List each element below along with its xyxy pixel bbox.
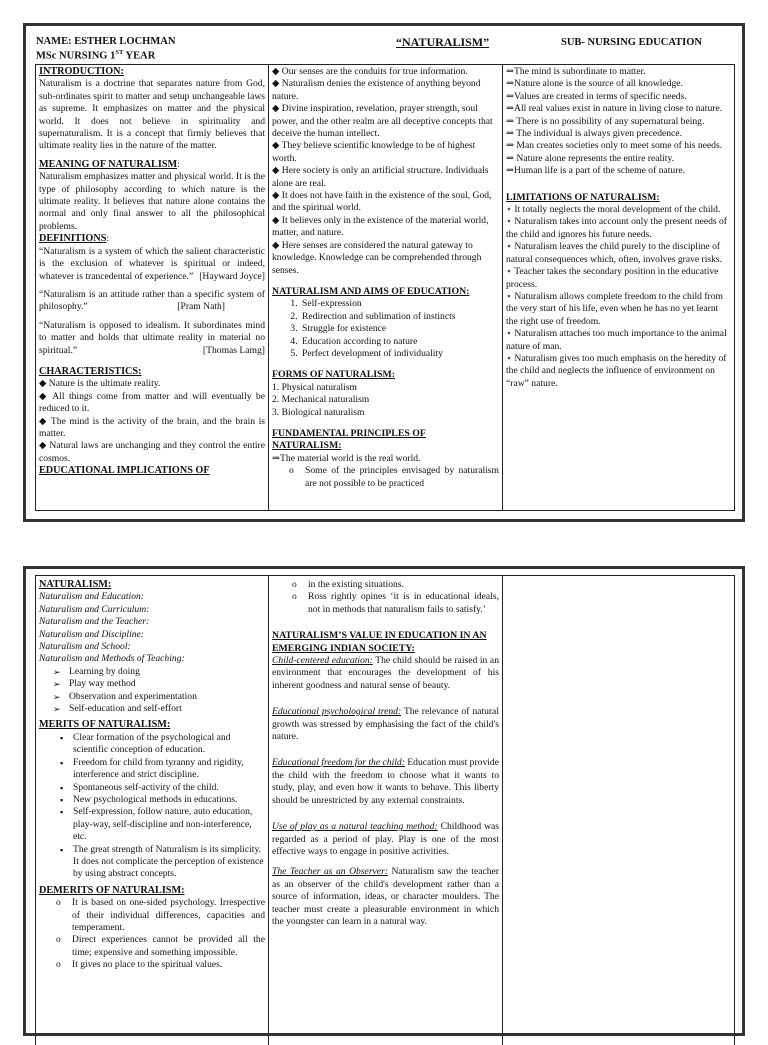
list-item: 2. Mechanical naturalism [272, 394, 370, 406]
list-item: Naturalism and Education: [39, 591, 144, 603]
course-line: MSc NURSING 1ST YEAR [36, 49, 156, 62]
list-item: ⇒All real values exist in nature in living close to nature. [506, 103, 723, 115]
aims-heading: NATURALISM AND AIMS OF EDUCATION: [272, 285, 470, 297]
definition-2-author: [Pram Nath] [177, 301, 225, 313]
list-item: ⋆ Naturalism attaches too much importance to the animal nature of man. [506, 328, 727, 352]
list-item: 5. Perfect development of individuality [300, 348, 499, 360]
list-item: ◆ It does not have faith in the existence of the soul, God, and the spiritual world. [272, 190, 492, 214]
list-item: ▪ Spontaneous self-activity of the child. [73, 782, 265, 794]
list-item: Naturalism and Discipline: [39, 628, 144, 640]
list-item: ◆ All things come from matter and will eventually be reduced to it. [39, 390, 265, 415]
principles-sublist-continued [272, 579, 499, 616]
list-item: Naturalism and Curriculum: [39, 603, 150, 615]
content-table [35, 575, 735, 1045]
list-item: Naturalism and School: [39, 641, 131, 653]
list-item: o Ross rightly opines ‘it is in educational ideals, not in methods that naturalism fails to satisfy.’ [308, 591, 499, 616]
forms-heading: FORMS OF NATURALISM: [272, 369, 396, 381]
educational-implications-heading: EDUCATIONAL IMPLICATIONS OF [39, 465, 210, 477]
list-item: ⇒The mind is subordinate to matter. [506, 66, 646, 77]
document-page-2 [23, 566, 745, 1036]
column-2 [269, 576, 503, 1045]
list-item: ⋆ Naturalism leaves the child purely to the discipline of natural consequences which, often, involves grave risks. [506, 241, 723, 265]
document-title: “NATURALISM” [396, 35, 490, 49]
naturalism-heading: NATURALISM: [39, 579, 112, 590]
list-item: ⇒Values are created in terms of specific needs. [506, 90, 687, 102]
list-item: ⋆ Naturalism takes into account only the present needs of the child and ignores his future needs. [506, 216, 728, 240]
definition-1: “Naturalism is a system of which the salient characteristic is the exclusion of whatever is spiritual or indeed, whatever is trancedental of experience.” [Hayward Joyce] [39, 245, 265, 282]
list-item: 2. Redirection and sublimation of instincts [300, 311, 499, 323]
demerits-list [39, 897, 265, 971]
definitions-colon: : [106, 233, 110, 245]
characteristics-continued-list [272, 66, 499, 277]
list-item: ⋆ Naturalism gives too much emphasis on the heredity of the child and neglects the influence of environment on “raw” nature. [506, 352, 727, 389]
teaching-methods-list [39, 666, 265, 716]
definition-3-author: [Thomas Lamg] [202, 344, 265, 356]
list-item: ◆ Divine inspiration, revelation, prayer strength, soul power, and the other realm are all deceptive concepts that deceive the human intellect. [272, 103, 493, 140]
list-item: ⇒ Man creates societies only to meet some of his needs. [506, 140, 723, 152]
fundamental-principles-heading-2: NATURALISM: [272, 440, 342, 452]
document-page-1 [23, 23, 745, 522]
principles-sublist [272, 465, 499, 490]
list-item: o Some of the principles envisaged by naturalism are not possible to be practiced [305, 465, 499, 490]
list-item: o It gives no place to the spiritual values. [72, 959, 265, 971]
list-item: ⇒ Nature alone represents the entire reality. [506, 152, 675, 164]
subject-line: SUB- NURSING EDUCATION [561, 37, 702, 48]
fundamental-principles-heading: FUNDAMENTAL PRINCIPLES OF [272, 427, 426, 439]
list-item: 4. Education according to nature [300, 336, 499, 348]
merits-heading: MERITS OF NATURALISM: [39, 719, 171, 731]
list-item: ◆ Naturalism denies the existence of anything beyond nature. [272, 78, 481, 102]
demerits-heading: DEMERITS OF NATURALISM: [39, 884, 185, 896]
list-item: ◆ They believe scientific knowledge to be of highest worth. [272, 140, 476, 164]
characteristics-list [39, 378, 265, 465]
meaning-colon: : [177, 158, 180, 170]
intro-heading: INTRODUCTION: [39, 66, 124, 77]
value-heading: NATURALISM’S VALUE IN EDUCATION IN AN EMERGING INDIAN SOCIETY: [272, 630, 487, 654]
meaning-paragraph: Naturalism emphasizes matter and physical world. It is the type of philosophy according to which nature is the ultimate reality. It believes that nature alone contains the normal and only final answer to all the philosophical problems. [39, 171, 265, 232]
list-item: ◆ Here senses are considered the natural gateway to knowledge. Knowledge can be comprehended through senses. [272, 239, 482, 276]
list-item: o It is based on one-sided psychology. Irrespective of their individual differences, capacities and temperament. [72, 897, 265, 934]
list-item: ⋆ Naturalism allows complete freedom to the child from the very start of his life, even when he has no yet learnt the right use of freedom. [506, 290, 724, 327]
list-item: ◆ Our senses are the conduits for true information. [272, 66, 468, 77]
definition-3: “Naturalism is opposed to idealism. It subordinates mind to matter and holds that ultimate reality in material no spiritual.” [Thomas Lamg] [39, 319, 265, 356]
list-item: ◆ It believes only in the existence of the material world, matter, and nature. [272, 214, 489, 239]
list-item: 3. Struggle for existence [300, 323, 499, 335]
definition-1-author: [Hayward Joyce] [199, 270, 265, 282]
column-1 [36, 65, 269, 510]
freedom-paragraph: Educational freedom for the child: Education must provide the child with the freedom to choose what it wants to study, play, and even how it wants to behave. This liberty should be unrestricted by any external constraints. [272, 757, 499, 806]
psychological-trend-paragraph: Educational psychological trend: The relevance of natural growth was stressed by emphasising the fact of the child's nature. [272, 706, 499, 743]
list-item: ⇒Nature alone is the source of all knowledge. [506, 78, 683, 90]
characteristics-heading: CHARACTERISTICS: [39, 365, 142, 377]
child-centered-paragraph: Child-centered education: The child should be raised in an environment that encourages the development of his inherent goodness and natural sense of beauty. [272, 655, 499, 691]
limitations-list [506, 204, 731, 390]
list-item: ⇒ The individual is always given precedence. [506, 128, 682, 140]
list-item: ◆ Nature is the ultimate reality. [39, 378, 161, 390]
list-item: ⋆ It totally neglects the moral development of the child. [506, 204, 721, 216]
list-item: ◆ Here society is only an artificial structure. Individuals alone are real. [272, 165, 489, 189]
list-item: o Direct experiences cannot be provided all the time; expensive and something impossible. [72, 934, 265, 959]
column-3 [503, 576, 734, 1045]
meaning-heading: MEANING OF NATURALISM [39, 158, 178, 170]
list-item: ⋆ Teacher takes the secondary position in the educative process. [506, 266, 719, 290]
list-item: ⇒Human life is a part of the scheme of nature. [506, 165, 686, 177]
principles-list [506, 66, 731, 178]
list-item: ➢ Learning by doing [69, 666, 265, 678]
list-item: ◆ The mind is the activity of the brain, and the brain is matter. [39, 415, 265, 439]
list-item-continued: o in the existing situations. [308, 579, 499, 591]
play-method-paragraph: Use of play as a natural teaching method: Childhood was regarded as a period of play. Play is one of the most effective ways to engage in positive activities. [272, 821, 499, 857]
list-item: ➢ Observation and experimentation [69, 691, 265, 703]
content-table [35, 64, 735, 511]
list-item: ⇒ There is no possibility of any supernatural being. [506, 115, 705, 127]
limitations-heading: LIMITATIONS OF NATURALISM: [506, 191, 660, 203]
principle-1: ⇒The material world is the real world. [272, 452, 421, 464]
definition-2: “Naturalism is an attitude rather than a specific system of philosophy.” [Pram Nath] [39, 288, 265, 313]
list-item: Naturalism and the Teacher: [39, 616, 150, 628]
implications-list [39, 591, 265, 665]
aims-list [272, 298, 499, 360]
teacher-observer-paragraph: The Teacher as an Observer: Naturalism saw the teacher as an observer of the child's development rather than a source of information, ideas, or character moulders. The teacher must create a pleasurable environment in which the youngster can learn in a natural way. [272, 866, 499, 927]
list-item: ➢ Self-education and self-effort [69, 703, 265, 715]
list-item: ➢ Play way method [69, 678, 265, 690]
definitions-heading: DEFINITIONS [39, 233, 107, 245]
list-item: 1. Physical naturalism [272, 381, 357, 393]
author-name: NAME: ESTHER LOCHMAN [36, 36, 176, 47]
column-2 [269, 65, 503, 510]
column-3 [503, 65, 734, 510]
list-item: 1. Self-expression [300, 298, 499, 310]
intro-paragraph: Naturalism is a doctrine that separates nature from God, sub-ordinates spirit to matter and setup unchangeable laws as supreme. It emphasizes on matter and the physical world. It does not believe in spirituality and supernaturalism. It is a concept that firmly believes that ultimate reality lies in the nature of the matter. [39, 78, 265, 152]
list-item: ▪ Self-expression, follow nature, auto education, play-way, self-discipline and non-interference, etc. [73, 806, 265, 843]
list-item: ▪ New psychological methods in educations. [73, 794, 265, 806]
merits-list [39, 732, 265, 881]
list-item: ▪ Freedom for child from tyranny and rigidity, interference and strict discipline. [73, 757, 265, 782]
list-item: ▪ The great strength of Naturalism is its simplicity. It does not complicate the perception of existence by using abstract concepts. [73, 844, 265, 881]
list-item: 3. Biological naturalism [272, 406, 365, 418]
column-1 [36, 576, 269, 1045]
list-item: Naturalism and Methods of Teaching: [39, 653, 185, 665]
list-item: ▪ Clear formation of the psychological and scientific conception of education. [73, 732, 265, 757]
forms-list [272, 382, 499, 419]
list-item: ◆ Natural laws are unchanging and they control the entire cosmos. [39, 440, 265, 464]
